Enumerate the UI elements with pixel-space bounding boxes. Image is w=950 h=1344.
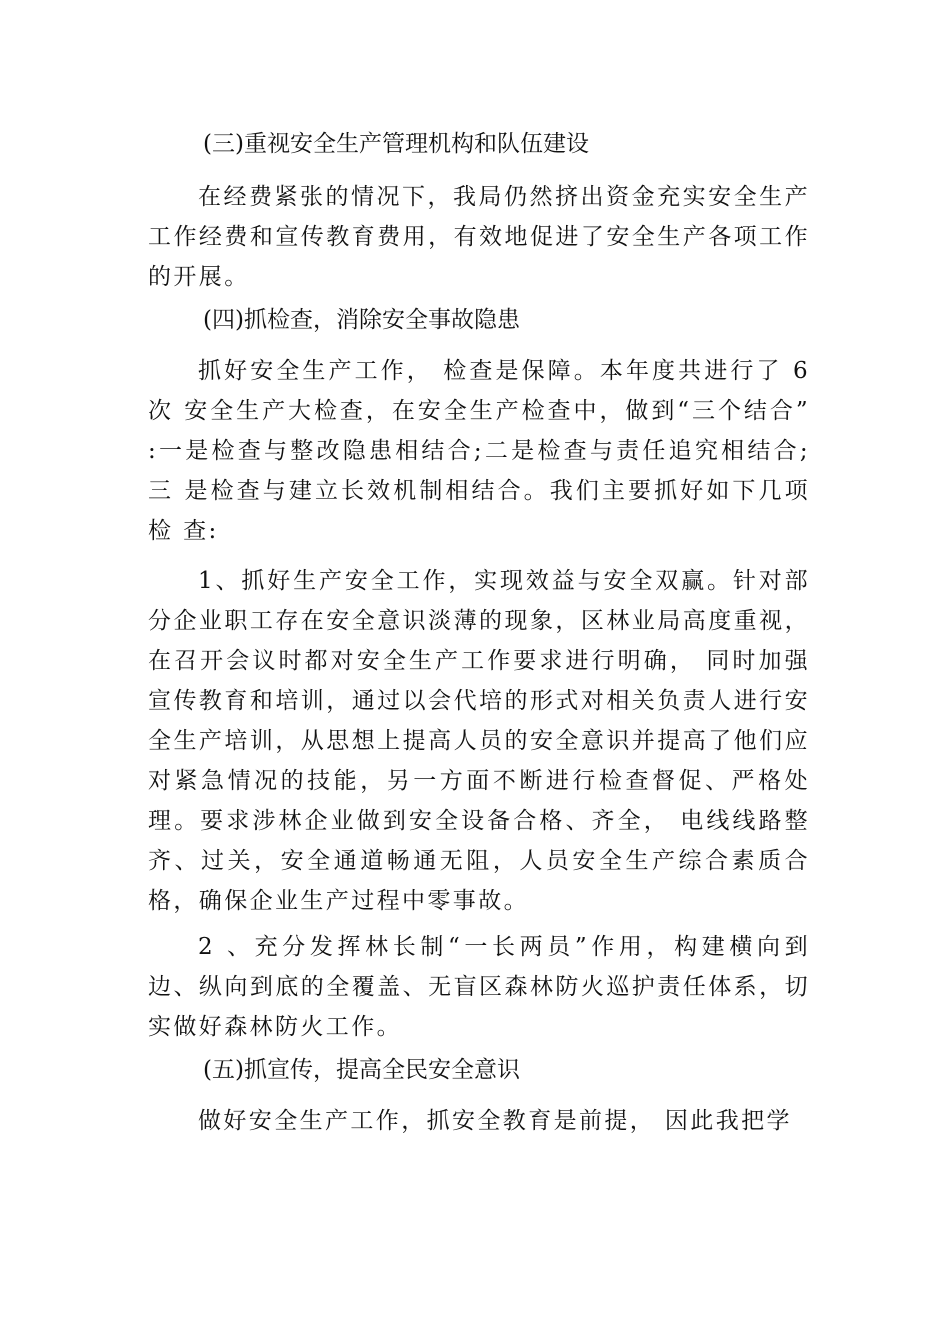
section-heading-3: (三)重视安全生产管理机构和队伍建设 (203, 131, 589, 157)
section-heading-4: (四)抓检查，消除安全事故隐患 (203, 307, 520, 333)
paragraph-inspection: 抓好安全生产工作， 检查是保障。本年度共进行了 6 次 安全生产大检查，在安全生产检查中，做到“三个结合” :一是检查与整改隐患相结合;二是检查与责任追究相结合;三 是检查与建立长效机制相结合。我们主要抓好如下几项检 查: (148, 358, 810, 544)
paragraph-publicity: 做好安全生产工作，抓安全教育是前提， 因此我把学 (198, 1108, 792, 1134)
paragraph-item-1: 1、抓好生产安全工作，实现效益与安全双赢。针对部分企业职工存在安全意识淡薄的现象，区林业局高度重视，在召开会议时都对安全生产工作要求进行明确， 同时加强宣传教育和培训，通过以会代培的形式对相关负责人进行安全生产培训，从思想上提高人员的安全意识并提高了他们应对紧急情况的技能，另一方面不断进行检查督促、严格处理。要求涉林企业做到安全设备合格、齐全， 电线线路整齐、过关，安全通道畅通无阻，人员安全生产综合素质合格，确保企业生产过程中零事故。 (148, 568, 810, 914)
section-heading-5: (五)抓宣传，提高全民安全意识 (203, 1057, 520, 1083)
document-body (148, 118, 810, 1141)
paragraph-item-2: 2 、充分发挥林长制“一长两员”作用，构建横向到边、纵向到底的全覆盖、无盲区森林防火巡护责任体系，切实做好森林防火工作。 (148, 934, 810, 1040)
paragraph-funding: 在经费紧张的情况下，我局仍然挤出资金充实安全生产工作经费和宣传教育费用，有效地促进了安全生产各项工作的开展。 (148, 184, 810, 290)
